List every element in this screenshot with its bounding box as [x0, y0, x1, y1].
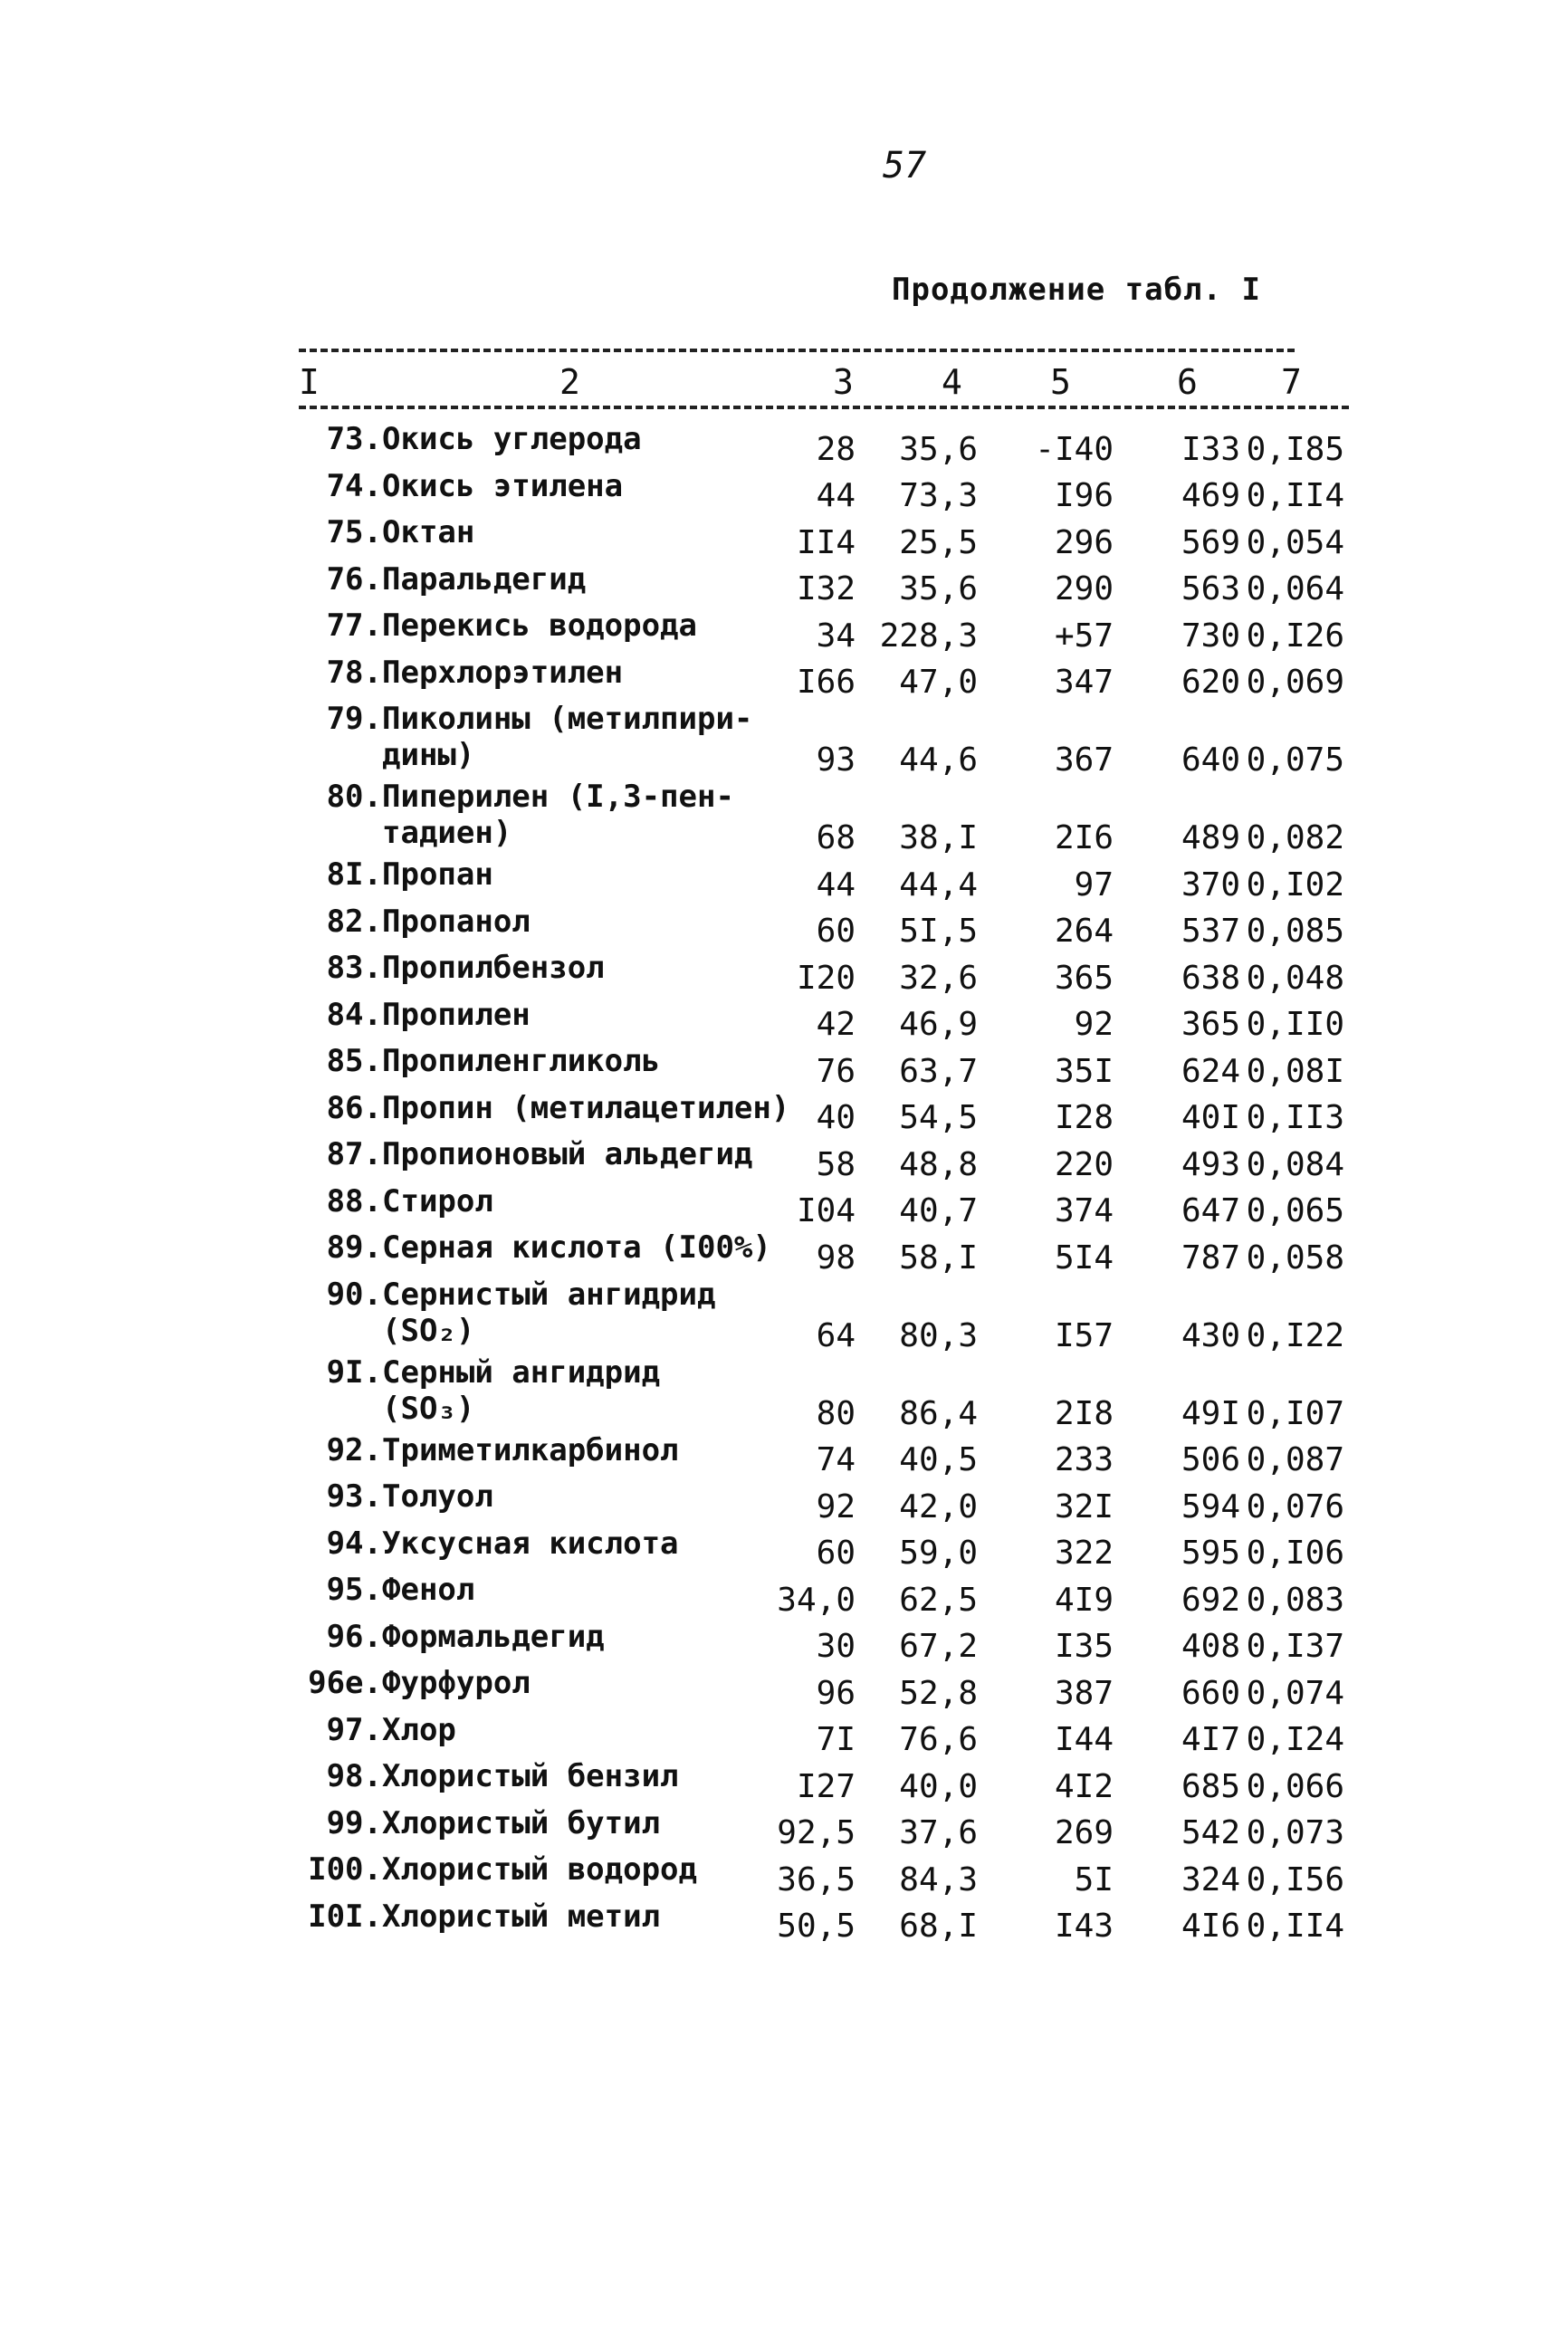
substance-name: Перекись водорода [382, 607, 697, 644]
row-number: 80. [326, 779, 382, 815]
col-6-cell: 638 [1181, 959, 1240, 997]
col-6-cell: 324 [1181, 1860, 1240, 1898]
table-row [281, 1898, 1349, 1946]
row-number: 89. [326, 1229, 382, 1266]
col-6-cell: 542 [1181, 1814, 1240, 1851]
col-6-cell: 469 [1181, 477, 1240, 514]
row-number: 99. [326, 1804, 382, 1841]
table-row [281, 1229, 1349, 1277]
col-4-cell: 86,4 [899, 1394, 978, 1432]
table-row [281, 1043, 1349, 1090]
col-5-cell: 35I [1054, 1052, 1114, 1090]
substance-name: Пропин (метилацетилен) [382, 1089, 790, 1126]
col-7-cell: 0,087 [1246, 1441, 1344, 1478]
table-row [281, 997, 1349, 1044]
table-row [281, 779, 1349, 856]
substance-name: Хлористый бутил [382, 1804, 661, 1841]
col-5-cell: I28 [1054, 1099, 1114, 1136]
col-4-cell: 32,6 [899, 959, 978, 997]
substance-name: Пропионовый альдегид [382, 1136, 753, 1172]
col-4-cell: 35,6 [899, 430, 978, 468]
col-6-cell: 685 [1181, 1767, 1240, 1805]
row-number: 95. [326, 1572, 382, 1608]
col-6-cell: 569 [1181, 523, 1240, 561]
header-col-3: 3 [833, 362, 854, 402]
table-row [281, 561, 1349, 608]
row-number: 9I. [326, 1353, 382, 1391]
substance-name: Пропилбензол [382, 950, 605, 986]
col-4-cell: 84,3 [899, 1860, 978, 1898]
molar-mass-cell: 92 [816, 1487, 856, 1525]
col-4-cell: 54,5 [899, 1099, 978, 1136]
molar-mass-cell: 60 [816, 1535, 856, 1572]
table-row [281, 950, 1349, 997]
col-6-cell: 4I7 [1181, 1721, 1240, 1758]
col-5-cell: 4I9 [1054, 1581, 1114, 1619]
row-number: 75. [326, 514, 382, 550]
substance-name: Хлор [382, 1711, 456, 1748]
col-7-cell: 0,I37 [1246, 1628, 1344, 1665]
col-7-cell: 0,084 [1246, 1145, 1344, 1183]
row-number: I0I. [308, 1898, 382, 1935]
molar-mass-cell: 93 [816, 741, 856, 779]
table-row [281, 1183, 1349, 1230]
col-4-cell: 40,7 [899, 1192, 978, 1229]
page-number: 57 [883, 145, 927, 186]
header-col-6: 6 [1177, 362, 1198, 402]
table-row [281, 1478, 1349, 1525]
col-7-cell: 0,I22 [1246, 1316, 1344, 1354]
substance-name: Пропиленгликоль [382, 1043, 661, 1079]
table-row [281, 904, 1349, 951]
table-caption: Продолжение табл. I [892, 272, 1261, 308]
molar-mass-cell: 40 [816, 1099, 856, 1136]
col-5-cell: 347 [1054, 664, 1114, 701]
molar-mass-cell: I27 [796, 1767, 856, 1805]
col-6-cell: 692 [1181, 1581, 1240, 1619]
col-5-cell: 2I6 [1054, 819, 1114, 856]
header-col-4: 4 [942, 362, 962, 402]
col-7-cell: 0,II3 [1246, 1099, 1344, 1136]
col-5-cell: 92 [1074, 1006, 1114, 1043]
substance-name: Окись этилена [382, 467, 624, 504]
col-5-cell: 5I [1074, 1860, 1114, 1898]
molar-mass-cell: 92,5 [777, 1814, 856, 1851]
col-5-cell: 387 [1054, 1674, 1114, 1712]
col-5-cell: 5I4 [1054, 1238, 1114, 1277]
table-row [281, 1525, 1349, 1573]
col-5-cell: 4I2 [1054, 1767, 1114, 1805]
col-4-cell: 46,9 [899, 1006, 978, 1043]
col-7-cell: 0,065 [1246, 1192, 1344, 1229]
substance-name: Серная кислота (I00%) [382, 1229, 771, 1266]
row-number: 86. [326, 1089, 382, 1126]
molar-mass-cell: 42 [816, 1006, 856, 1043]
col-4-cell: 38,I [899, 819, 978, 856]
col-4-cell: 58,I [899, 1238, 978, 1277]
col-6-cell: 4I6 [1181, 1908, 1240, 1945]
table-row [281, 1619, 1349, 1666]
col-7-cell: 0,083 [1246, 1581, 1344, 1619]
col-7-cell: 0,I56 [1246, 1860, 1344, 1898]
col-6-cell: 563 [1181, 570, 1240, 607]
row-number: 78. [326, 654, 382, 691]
col-5-cell: 220 [1054, 1145, 1114, 1183]
table-row [281, 607, 1349, 655]
col-4-cell: 73,3 [899, 477, 978, 514]
col-7-cell: 0,054 [1246, 523, 1344, 561]
molar-mass-cell: 80 [816, 1394, 856, 1432]
substance-name: Толуол [382, 1478, 493, 1515]
molar-mass-cell: I66 [796, 664, 856, 701]
col-7-cell: 0,069 [1246, 664, 1344, 701]
col-4-cell: 67,2 [899, 1628, 978, 1665]
substance-name: Фенол [382, 1572, 475, 1608]
substance-name: Сернистый ангидрид (SO₂) [382, 1276, 716, 1349]
table-row [281, 1090, 1349, 1137]
col-5-cell: 365 [1054, 959, 1114, 997]
molar-mass-cell: 50,5 [777, 1908, 856, 1945]
table-row [281, 1805, 1349, 1852]
col-7-cell: 0,I06 [1246, 1535, 1344, 1572]
col-4-cell: 5I,5 [899, 913, 978, 950]
table-row [281, 1432, 1349, 1479]
substance-name: Хлористый метил [382, 1898, 661, 1935]
col-6-cell: I33 [1181, 430, 1240, 468]
table-row [281, 701, 1349, 779]
col-6-cell: 365 [1181, 1006, 1240, 1043]
col-7-cell: 0,II4 [1246, 1908, 1344, 1945]
col-7-cell: 0,08I [1246, 1052, 1344, 1090]
col-4-cell: 68,I [899, 1908, 978, 1945]
substance-name: Серный ангидрид (SO₃) [382, 1353, 661, 1427]
row-number: 85. [326, 1043, 382, 1079]
col-6-cell: 408 [1181, 1628, 1240, 1665]
table-row [281, 1136, 1349, 1183]
row-number: 93. [326, 1478, 382, 1515]
substance-name: Триметилкарбинол [382, 1431, 679, 1468]
molar-mass-cell: I04 [796, 1192, 856, 1229]
col-6-cell: 660 [1181, 1674, 1240, 1712]
col-5-cell: 322 [1054, 1535, 1114, 1572]
molar-mass-cell: 60 [816, 913, 856, 950]
substance-name: Перхлорэтилен [382, 654, 624, 691]
col-6-cell: 40I [1181, 1099, 1240, 1136]
substance-name: Уксусная кислота [382, 1525, 679, 1562]
col-4-cell: 40,5 [899, 1441, 978, 1478]
col-7-cell: 0,066 [1246, 1767, 1344, 1805]
col-4-cell: 48,8 [899, 1145, 978, 1183]
header-col-2: 2 [559, 362, 580, 402]
row-number: 98. [326, 1758, 382, 1794]
col-6-cell: 370 [1181, 865, 1240, 904]
header-col-7: 7 [1281, 362, 1302, 402]
col-5-cell: 374 [1054, 1192, 1114, 1229]
col-7-cell: 0,I26 [1246, 617, 1344, 655]
col-4-cell: 76,6 [899, 1721, 978, 1758]
col-6-cell: 620 [1181, 664, 1240, 701]
table-row [281, 1851, 1349, 1898]
table-row [281, 1758, 1349, 1805]
col-4-cell: 47,0 [899, 664, 978, 701]
row-number: 96е. [308, 1665, 382, 1701]
col-6-cell: 489 [1181, 819, 1240, 856]
col-6-cell: 787 [1181, 1238, 1240, 1277]
molar-mass-cell: 64 [816, 1316, 856, 1354]
col-6-cell: 730 [1181, 617, 1240, 655]
top-rule [299, 349, 1295, 352]
col-5-cell: 290 [1054, 570, 1114, 607]
col-5-cell: I43 [1054, 1908, 1114, 1945]
row-number: 92. [326, 1431, 382, 1468]
substance-name: Окись углерода [382, 421, 642, 457]
substance-name: Фурфурол [382, 1665, 531, 1701]
col-5-cell: 264 [1054, 913, 1114, 950]
col-7-cell: 0,074 [1246, 1674, 1344, 1712]
col-5-cell: I57 [1054, 1316, 1114, 1354]
molar-mass-cell: I20 [796, 959, 856, 997]
substance-name: Пропанол [382, 903, 531, 940]
table-row [281, 1277, 1349, 1354]
row-number: 83. [326, 950, 382, 986]
table-row [281, 421, 1349, 468]
col-7-cell: 0,085 [1246, 913, 1344, 950]
col-6-cell: 647 [1181, 1192, 1240, 1229]
substance-name: Пиперилен (I,3-пен- тадиен) [382, 779, 734, 851]
substance-name: Стирол [382, 1182, 493, 1219]
molar-mass-cell: 58 [816, 1145, 856, 1183]
row-number: 76. [326, 560, 382, 598]
row-number: 77. [326, 607, 382, 644]
table-row [281, 468, 1349, 515]
molar-mass-cell: I32 [796, 570, 856, 607]
table-row [281, 514, 1349, 561]
col-6-cell: 624 [1181, 1052, 1240, 1090]
col-5-cell: 367 [1054, 741, 1114, 779]
col-4-cell: 35,6 [899, 570, 978, 607]
molar-mass-cell: 34,0 [777, 1581, 856, 1619]
col-5-cell: 296 [1054, 523, 1114, 561]
molar-mass-cell: 76 [816, 1052, 856, 1090]
row-number: 82. [326, 903, 382, 940]
substance-name: Хлористый бензил [382, 1758, 679, 1794]
col-4-cell: 63,7 [899, 1052, 978, 1090]
table-row [281, 1354, 1349, 1432]
row-number: 94. [326, 1525, 382, 1562]
molar-mass-cell: 36,5 [777, 1860, 856, 1898]
molar-mass-cell: 44 [816, 865, 856, 904]
header-rule [299, 406, 1349, 409]
col-7-cell: 0,076 [1246, 1487, 1344, 1525]
molar-mass-cell: 30 [816, 1628, 856, 1665]
col-7-cell: 0,075 [1246, 741, 1344, 779]
col-7-cell: 0,064 [1246, 570, 1344, 607]
molar-mass-cell: 34 [816, 617, 856, 655]
table-row [281, 1665, 1349, 1712]
col-4-cell: 42,0 [899, 1487, 978, 1525]
molar-mass-cell: 28 [816, 430, 856, 468]
table-row [281, 655, 1349, 702]
molar-mass-cell: 74 [816, 1441, 856, 1478]
molar-mass-cell: II4 [796, 523, 856, 561]
col-4-cell: 37,6 [899, 1814, 978, 1851]
col-7-cell: 0,I24 [1246, 1721, 1344, 1758]
molar-mass-cell: 96 [816, 1674, 856, 1712]
col-5-cell: 2I8 [1054, 1394, 1114, 1432]
col-6-cell: 493 [1181, 1145, 1240, 1183]
table-row [281, 1712, 1349, 1759]
col-6-cell: 595 [1181, 1535, 1240, 1572]
row-number: 96. [326, 1618, 382, 1655]
col-7-cell: 0,I02 [1246, 865, 1344, 904]
col-4-cell: 25,5 [899, 523, 978, 561]
col-5-cell: I96 [1054, 477, 1114, 514]
col-4-cell: 40,0 [899, 1767, 978, 1805]
row-number: I00. [308, 1851, 382, 1888]
header-col-1: I [299, 362, 320, 402]
col-4-cell: 59,0 [899, 1535, 978, 1572]
col-7-cell: 0,I85 [1246, 430, 1344, 468]
col-5-cell: -I40 [1035, 430, 1114, 468]
col-4-cell: 52,8 [899, 1674, 978, 1712]
col-6-cell: 430 [1181, 1316, 1240, 1354]
row-number: 88. [326, 1182, 382, 1219]
row-number: 84. [326, 996, 382, 1033]
header-col-5: 5 [1050, 362, 1071, 402]
col-5-cell: 269 [1054, 1814, 1114, 1851]
col-5-cell: 32I [1054, 1487, 1114, 1525]
col-6-cell: 640 [1181, 741, 1240, 779]
row-number: 79. [326, 701, 382, 737]
molar-mass-cell: 68 [816, 819, 856, 856]
col-7-cell: 0,II4 [1246, 477, 1344, 514]
substance-name: Пиколины (метилпири- дины) [382, 701, 753, 773]
col-5-cell: +57 [1054, 617, 1114, 655]
col-5-cell: 233 [1054, 1441, 1114, 1478]
table-row [281, 1572, 1349, 1619]
col-6-cell: 594 [1181, 1487, 1240, 1525]
molar-mass-cell: 44 [816, 477, 856, 514]
col-5-cell: I35 [1054, 1628, 1114, 1665]
col-4-cell: 44,4 [899, 865, 978, 904]
col-7-cell: 0,058 [1246, 1238, 1344, 1277]
col-7-cell: 0,I07 [1246, 1394, 1344, 1432]
col-5-cell: 97 [1074, 865, 1114, 904]
row-number: 73. [326, 421, 382, 457]
substance-name: Пропан [382, 856, 493, 893]
row-number: 97. [326, 1711, 382, 1748]
substance-name: Хлористый водород [382, 1851, 697, 1888]
molar-mass-cell: 98 [816, 1238, 856, 1277]
col-4-cell: 228,3 [879, 617, 978, 655]
col-7-cell: 0,II0 [1246, 1006, 1344, 1043]
col-4-cell: 44,6 [899, 741, 978, 779]
row-number: 90. [326, 1276, 382, 1313]
col-7-cell: 0,048 [1246, 959, 1344, 997]
col-4-cell: 62,5 [899, 1581, 978, 1619]
row-number: 74. [326, 467, 382, 504]
substance-name: Октан [382, 514, 475, 550]
substance-name: Формальдегид [382, 1618, 605, 1655]
row-number: 87. [326, 1136, 382, 1172]
row-number: 8I. [326, 856, 382, 893]
col-6-cell: 49I [1181, 1394, 1240, 1432]
col-6-cell: 506 [1181, 1441, 1240, 1478]
col-7-cell: 0,082 [1246, 819, 1344, 856]
molar-mass-cell: 7I [816, 1721, 856, 1758]
col-5-cell: I44 [1054, 1721, 1114, 1758]
substance-name: Пропилен [382, 996, 531, 1033]
col-7-cell: 0,073 [1246, 1814, 1344, 1851]
table-row [281, 856, 1349, 904]
table-body [281, 421, 1349, 1945]
col-6-cell: 537 [1181, 913, 1240, 950]
col-4-cell: 80,3 [899, 1316, 978, 1354]
substance-name: Паральдегид [382, 560, 587, 598]
